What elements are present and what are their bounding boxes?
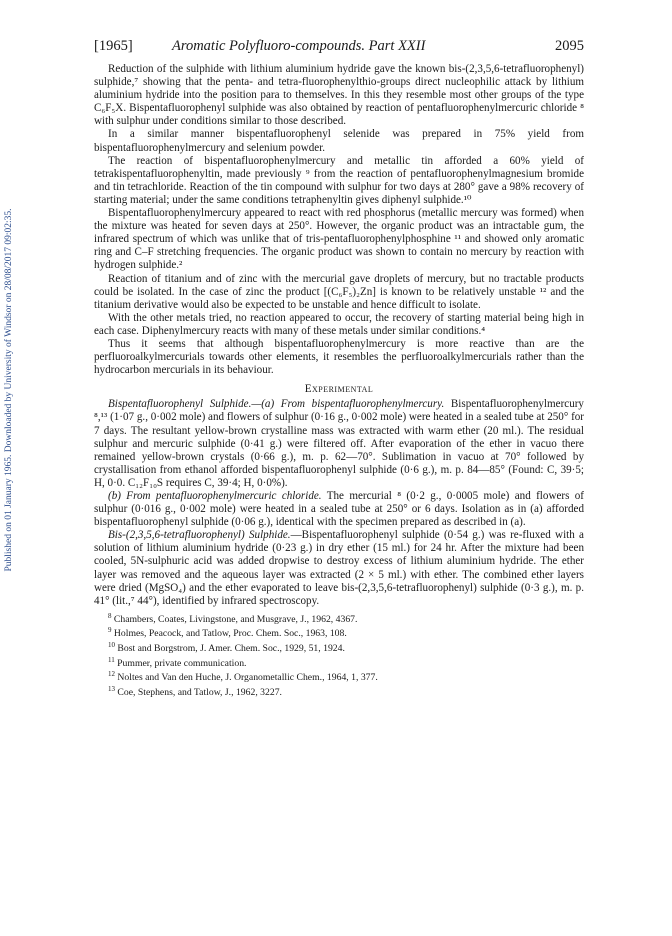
reference-item [108,625,584,640]
page-number: 2095 [555,38,584,54]
reference-number: 10 [108,641,115,650]
reference-item [108,655,584,670]
experimental-heading: Experimental [304,383,374,396]
experimental-subheading: Bis-(2,3,5,6-tetrafluorophenyl) Sulphide. [108,529,291,542]
reference-text: Noltes and Van den Huche, J. Organometallic Chem., 1964, 1, 377. [117,672,378,684]
paragraph: Reduction of the sulphide with lithium aluminium hydride gave the known bis-(2,3,5,6-tetrafluorophenyl) sulphide,⁷ showing that the penta- and tetra-fluorophenylthio-groups direct nucleophilic attack by lithium aluminium hydride into the position para to themselves. In this they resemble most other groups of the type C₆F₅X. Bispentafluorophenyl sulphide was also obtained by reaction of pentafluorophenylmercuric chloride ⁸ with sulphur under conditions similar to those described. [94,63,584,128]
paragraph: With the other metals tried, no reaction appeared to occur, the recovery of starting material being high in each case. Diphenylmercury reacts with many of these metals under similar conditions.⁴ [94,311,584,337]
header-year: [1965] [94,38,133,54]
reference-item [108,684,584,699]
paragraph: Reaction of titanium and of zinc with the mercurial gave droplets of mercury, but no tractable products could be isolated. In the case of zinc the product [(C₆F₅)₂Zn] is known to be relatively unstable ¹² and the titanium derivative would also be expected to be unstable and hence difficult to isolate. [94,272,584,311]
experimental-paragraph [94,529,584,608]
reference-text: Coe, Stephens, and Tatlow, J., 1962, 3227. [117,687,282,699]
reference-text: Chambers, Coates, Livingstone, and Musgrave, J., 1962, 4367. [113,614,358,626]
experimental-text: —Bispentafluorophenyl sulphide (0·54 g.) was re-fluxed with a solution of lithium aluminium hydride (0·23 g.) in dry ether (15 ml.) for 24 hr. After the mixture had been cooled, 5N-sulphuric acid was added dropwise to destroy excess of lithium aluminium hydride. The ether layer was removed and the aqueous layer was extracted (2 × 5 ml.) with ether. The combined ether layers were dried (MgSO₄) and the ether evaporated to leave bis-(2,3,5,6-tetrafluorophenyl) sulphide (0·3 g.), m. p. 41° (lit.,⁷ 44°), identified by infrared spectroscopy. [94,529,584,607]
reference-number: 13 [108,685,115,694]
reference-number: 8 [108,611,112,620]
reference-item [108,611,584,626]
experimental-text: Bispentafluorophenylmercury ⁸,¹³ (1·07 g., 0·002 mole) and flowers of sulphur (0·16 g., 0·002 mole) were heated in a sealed tube at 250° for 7 days. The resultant yellow-brown crystalline mass was extracted with warm ether (20 ml.). The residual sulphur and mercuric sulphide (0·41 g.) were filtered off. After evaporation of the ether in vacuo there remained yellow-brown crystals (0·66 g.), m. p. 62—70°. Sublimation in vacuo at 70° followed by crystallisation from ethanol afforded bispentafluorophenyl sulphide (0·6 g.), m. p. 84—85° (Found: C, 39·5; H, 0·0. C₁₂F₁₀S requires C, 39·4; H, 0·0%). [94,398,584,489]
experimental-subheading: Bispentafluorophenyl Sulphide.—(a) From bispentafluorophenylmercury. [108,398,445,411]
reference-item [108,669,584,684]
download-watermark [2,155,16,625]
reference-text: Pummer, private communication. [117,658,247,669]
experimental-subheading: (b) From pentafluorophenylmercuric chloride. [108,490,322,502]
paragraph: Thus it seems that although bispentafluorophenylmercury is more reactive than are the perfluoroalkylmercurials towards other elements, it resembles the perfluoroalkylmercurials rather than the hydrocarbon mercurials in its behaviour. [94,337,584,377]
paragraph: The reaction of bispentafluorophenylmercury and metallic tin afforded a 60% yield of tetrakispentafluorophenyltin, made previously ⁹ from the reaction of pentafluorophenylmagnesium bromide and tin tetrachloride. Reaction of the tin compound with sulphur for two days at 280° gave a 98% recovery of starting material; under the same conditions tetraphenyltin gives diphenyl sulphide.¹⁰ [94,154,584,206]
experimental-paragraph [94,490,584,529]
reference-number: 11 [108,655,115,664]
experimental-text: The mercurial ⁸ (0·2 g., 0·0005 mole) and flowers of sulphur (0·016 g., 0·002 mole) were heated in a sealed tube at 250° or 6 days. Isolation as in (a) afforded bispentafluorophenyl sulphide (0·06 g.), identical with the specimen prepared as described in (a). [94,490,584,529]
paragraph: Bispentafluorophenylmercury appeared to react with red phosphorus (metallic mercury was formed) when the mixture was heated for seven days at 250°. However, the organic product was an intractable gum, the infrared spectrum of which was unlike that of tris-pentafluorophenylphosphine ¹¹ and showed only aromatic ring and C–F stretching frequencies. The organic product was shown to contain no mercury by reaction with hydrogen sulphide.² [94,207,584,272]
reference-number: 12 [108,670,115,679]
reference-item [108,640,584,655]
article-body [94,63,584,699]
paragraph: In a similar manner bispentafluorophenyl selenide was prepared in 75% yield from bispentafluorophenylmercury and selenium powder. [94,128,584,154]
header-title: Aromatic Polyfluoro-compounds. Part XXII [172,38,426,54]
reference-text: Holmes, Peacock, and Tatlow, Proc. Chem. Soc., 1963, 108. [113,628,347,640]
reference-number: 9 [108,626,112,635]
references-list [94,611,584,699]
experimental-paragraph [94,398,584,490]
download-watermark-text: Published on 01 January 1965. Downloaded by University of Windsor on 28/08/2017 09:02:35. [4,208,14,572]
reference-text: Bost and Borgstrom, J. Amer. Chem. Soc., 1929, 51, 1924. [117,643,345,655]
running-header [94,38,584,58]
